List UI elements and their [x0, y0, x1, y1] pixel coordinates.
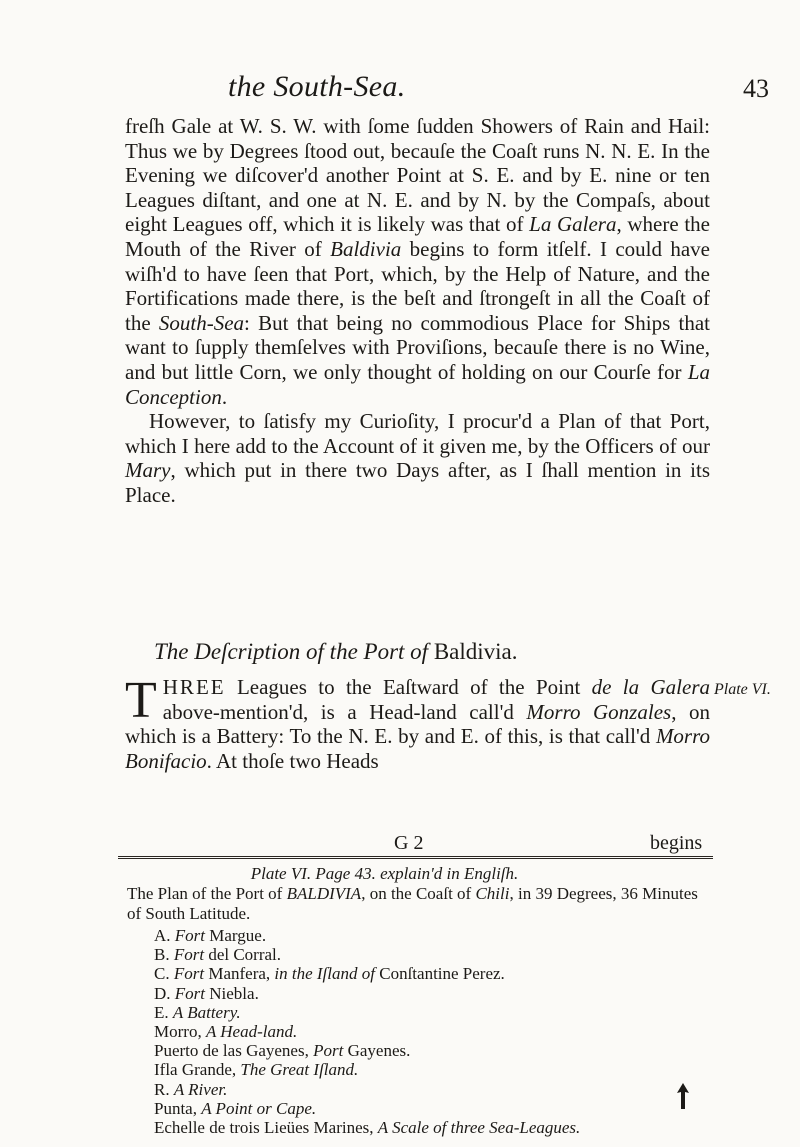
plate-title: Plate VI. Page 43. explain'd in Engliſh. [250, 864, 519, 883]
legend-name: Niebla. [205, 983, 259, 1003]
place-name: Morro Gonzales [526, 699, 672, 724]
place-name: Baldivia [330, 236, 402, 261]
heading-roman: Baldivia. [433, 639, 518, 664]
legend-key: B. [154, 945, 174, 965]
legend-kind: A Head-land. [205, 1021, 298, 1041]
drop-cap: T [125, 672, 157, 729]
section-heading [154, 639, 594, 665]
heading-italic: The Deſcription of the Port of [154, 639, 434, 664]
place-name: BALDIVIA [286, 884, 362, 903]
place-name: La Galera [529, 212, 617, 237]
running-head [0, 70, 800, 110]
legend-key: A. [154, 926, 175, 945]
legend-key: Echelle de trois Lieües Marines, [154, 1117, 378, 1137]
plate-intro [127, 884, 712, 924]
legend-name: Manfera, [204, 964, 275, 984]
text-run: , in 39 Degrees, 36 Minutes of South Latitude. [127, 884, 698, 923]
legend-key: C. [154, 964, 174, 984]
page-number: 43 [743, 74, 769, 103]
legend-name: Margue. [205, 926, 267, 945]
legend-key: Puerto de las Gayenes, [154, 1041, 314, 1061]
legend-kind: Port [313, 1041, 344, 1061]
legend-kind: A River. [173, 1079, 228, 1099]
legend-name: Gayenes. [343, 1041, 411, 1061]
text-run: begins to form itſelf. I could have wiſh'd to have ſeen that Port, which, by the Help of Nature, and the Fortifications made there, is the beſt and ſtrongeſt in all the Coaſt of the [125, 236, 710, 335]
legend-item [154, 926, 712, 945]
smallcaps-run: HREE [162, 675, 226, 699]
plate-explanation [127, 864, 712, 1137]
legend-item [154, 984, 712, 1003]
legend-key: Morro, [154, 1021, 206, 1041]
signature-mark: G 2 [394, 832, 424, 854]
text-run: , which put in there two Days after, as I ſhall mention in its Place. [125, 458, 710, 507]
legend-kind: Fort [173, 945, 205, 965]
margin-note: Plate VI. [714, 681, 771, 698]
place-name: La Conception [125, 359, 710, 409]
section-paragraph [125, 672, 710, 773]
legend-key: R. [154, 1079, 174, 1099]
place-name: Morro Bonifacio [125, 724, 710, 773]
text-run: , on which is a Battery: To the N. E. by and E. of this, is that call'd [125, 699, 710, 749]
legend-item [154, 964, 712, 983]
place-name: South-Sea [158, 310, 245, 335]
legend-kind: The Great Iſland. [240, 1060, 359, 1080]
text-run: : But that being no commodious Place for Ships that want to ſupply themſelves with Proviſions, becauſe there is no Wine, and but little Corn, we only thought of holding on our Courſe for [125, 310, 710, 384]
legend-key: Punta, [154, 1098, 202, 1118]
legend-extra: in the Iſland of [274, 964, 375, 984]
body-text [125, 114, 710, 508]
legend-item [154, 1041, 712, 1060]
legend-item [154, 1118, 712, 1137]
text-run: Leagues to the Eaſtward of the Point [225, 675, 592, 699]
plate-legend [127, 926, 712, 1137]
legend-key: E. [154, 1002, 173, 1022]
text-run: However, to ſatisfy my Curioſity, I procur'd a Plan of that Port, which I here add to the Account of it given me, by the Officers of our [125, 409, 710, 458]
legend-kind: A Scale of three Sea-Leagues. [377, 1117, 581, 1137]
place-name: de la Galera [591, 675, 710, 699]
text-run: , where the Mouth of the River of [125, 212, 710, 261]
legend-key: Ifla Grande, [154, 1060, 241, 1080]
legend-item [154, 1099, 712, 1118]
legend-item [154, 1060, 712, 1079]
legend-item [154, 1003, 712, 1022]
text-run: . [221, 384, 228, 409]
footnote-rule [118, 856, 713, 859]
legend-item [154, 945, 712, 964]
text-run: freſh Gale at W. S. W. with ſome ſudden Showers of Rain and Hail: Thus we by Degrees ſtood out, becauſe the Coaſt runs N. N. E. In the Evening we diſcover'd another Point at S. E. and by E. nine or ten Leagues diſtant, and one at N. E. and by N. by the Compaſs, about eight Leagues off, which it is likely was that of [125, 114, 710, 237]
running-head-title: the South-Sea. [228, 70, 406, 103]
ship-name: Mary [125, 458, 171, 483]
paragraph-1 [125, 114, 710, 409]
catchword: begins [650, 832, 703, 854]
legend-name: del Corral. [204, 945, 282, 965]
arrow-up-icon [677, 1083, 689, 1109]
legend-key: D. [154, 983, 175, 1003]
section-text [125, 672, 710, 773]
text-run: The Plan of the Port of [127, 884, 287, 903]
text-run: , on the Coaſt of [361, 884, 476, 903]
text-run: above-mention'd, is a Head-land call'd [162, 699, 527, 724]
legend-kind: Fort [174, 983, 206, 1003]
legend-item [154, 1080, 712, 1099]
place-name: Chili [475, 884, 510, 903]
legend-kind: A Point or Cape. [201, 1098, 317, 1118]
legend-kind: A Battery. [172, 1002, 241, 1022]
legend-item [154, 1022, 712, 1041]
paragraph-2 [125, 409, 710, 507]
legend-kind: Fort [174, 926, 206, 945]
legend-tail: Conſtantine Perez. [374, 964, 505, 984]
text-run: . At thoſe two Heads [206, 748, 379, 773]
legend-kind: Fort [173, 964, 205, 984]
